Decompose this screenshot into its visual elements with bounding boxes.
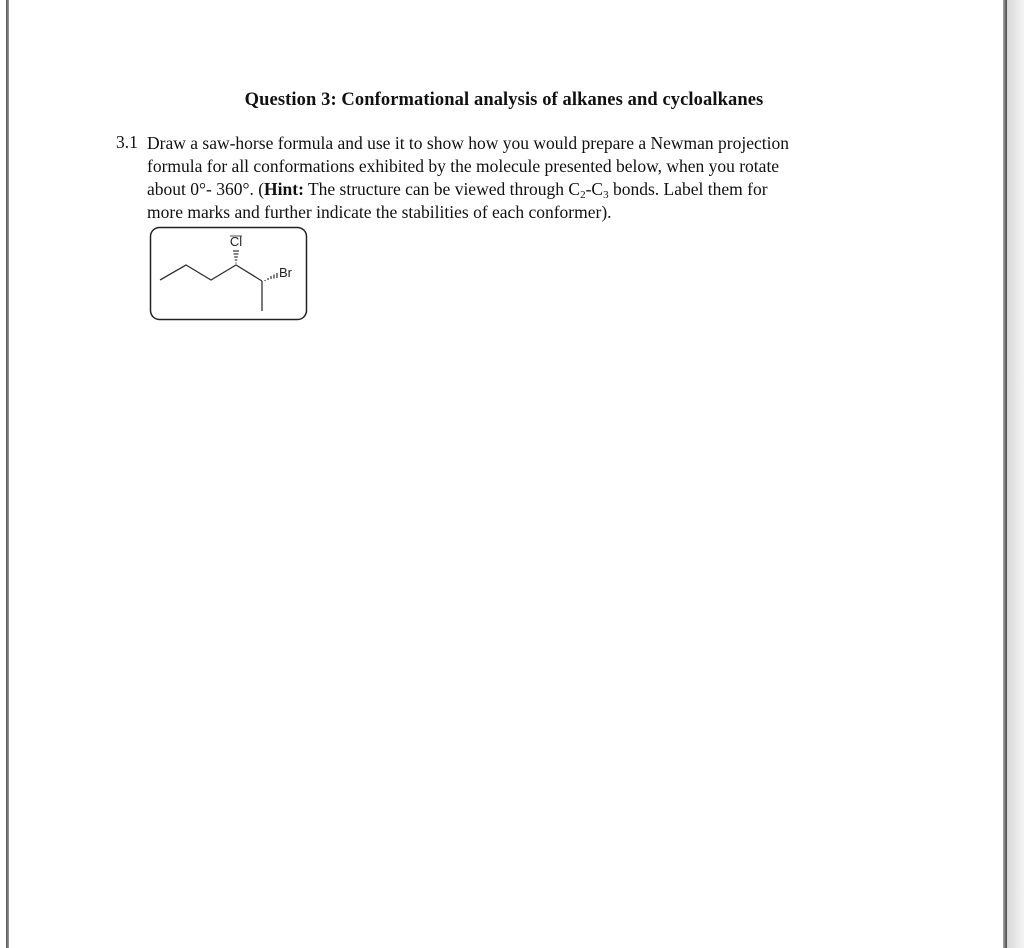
chlorine-label: Cl: [229, 234, 243, 249]
question-line-2: formula for all conformations exhibited by the molecule presented below, when you rotate: [147, 156, 780, 176]
bromine-label: Br: [279, 265, 292, 280]
scroll-edge: [1007, 0, 1024, 948]
hint-label: Hint:: [264, 179, 304, 199]
question-line-3: [147, 178, 887, 201]
line-3-end: bonds. Label them for: [608, 179, 768, 199]
question-line-4: more marks and further indicate the stabilities of each conformer).: [147, 202, 612, 222]
hashed-wedge-br: [265, 273, 277, 281]
molecule-structure: [148, 225, 310, 325]
dash-c: -C: [585, 179, 604, 199]
question-line-1: Draw a saw-horse formula and use it to show how you would prepare a Newman projection: [147, 133, 789, 153]
carbon-chain: [160, 265, 262, 281]
line-3-start: about 0°- 360°. (: [147, 179, 265, 199]
hashed-wedge-cl: [233, 251, 239, 263]
subscript-2: 2: [580, 189, 586, 201]
question-number: 3.1: [116, 132, 138, 152]
question-text: [147, 132, 887, 224]
question-heading: Question 3: Conformational analysis of alkanes and cycloalkanes: [244, 90, 764, 110]
subscript-3: 3: [603, 189, 609, 201]
line-3-mid: The structure can be viewed through C: [303, 179, 581, 199]
